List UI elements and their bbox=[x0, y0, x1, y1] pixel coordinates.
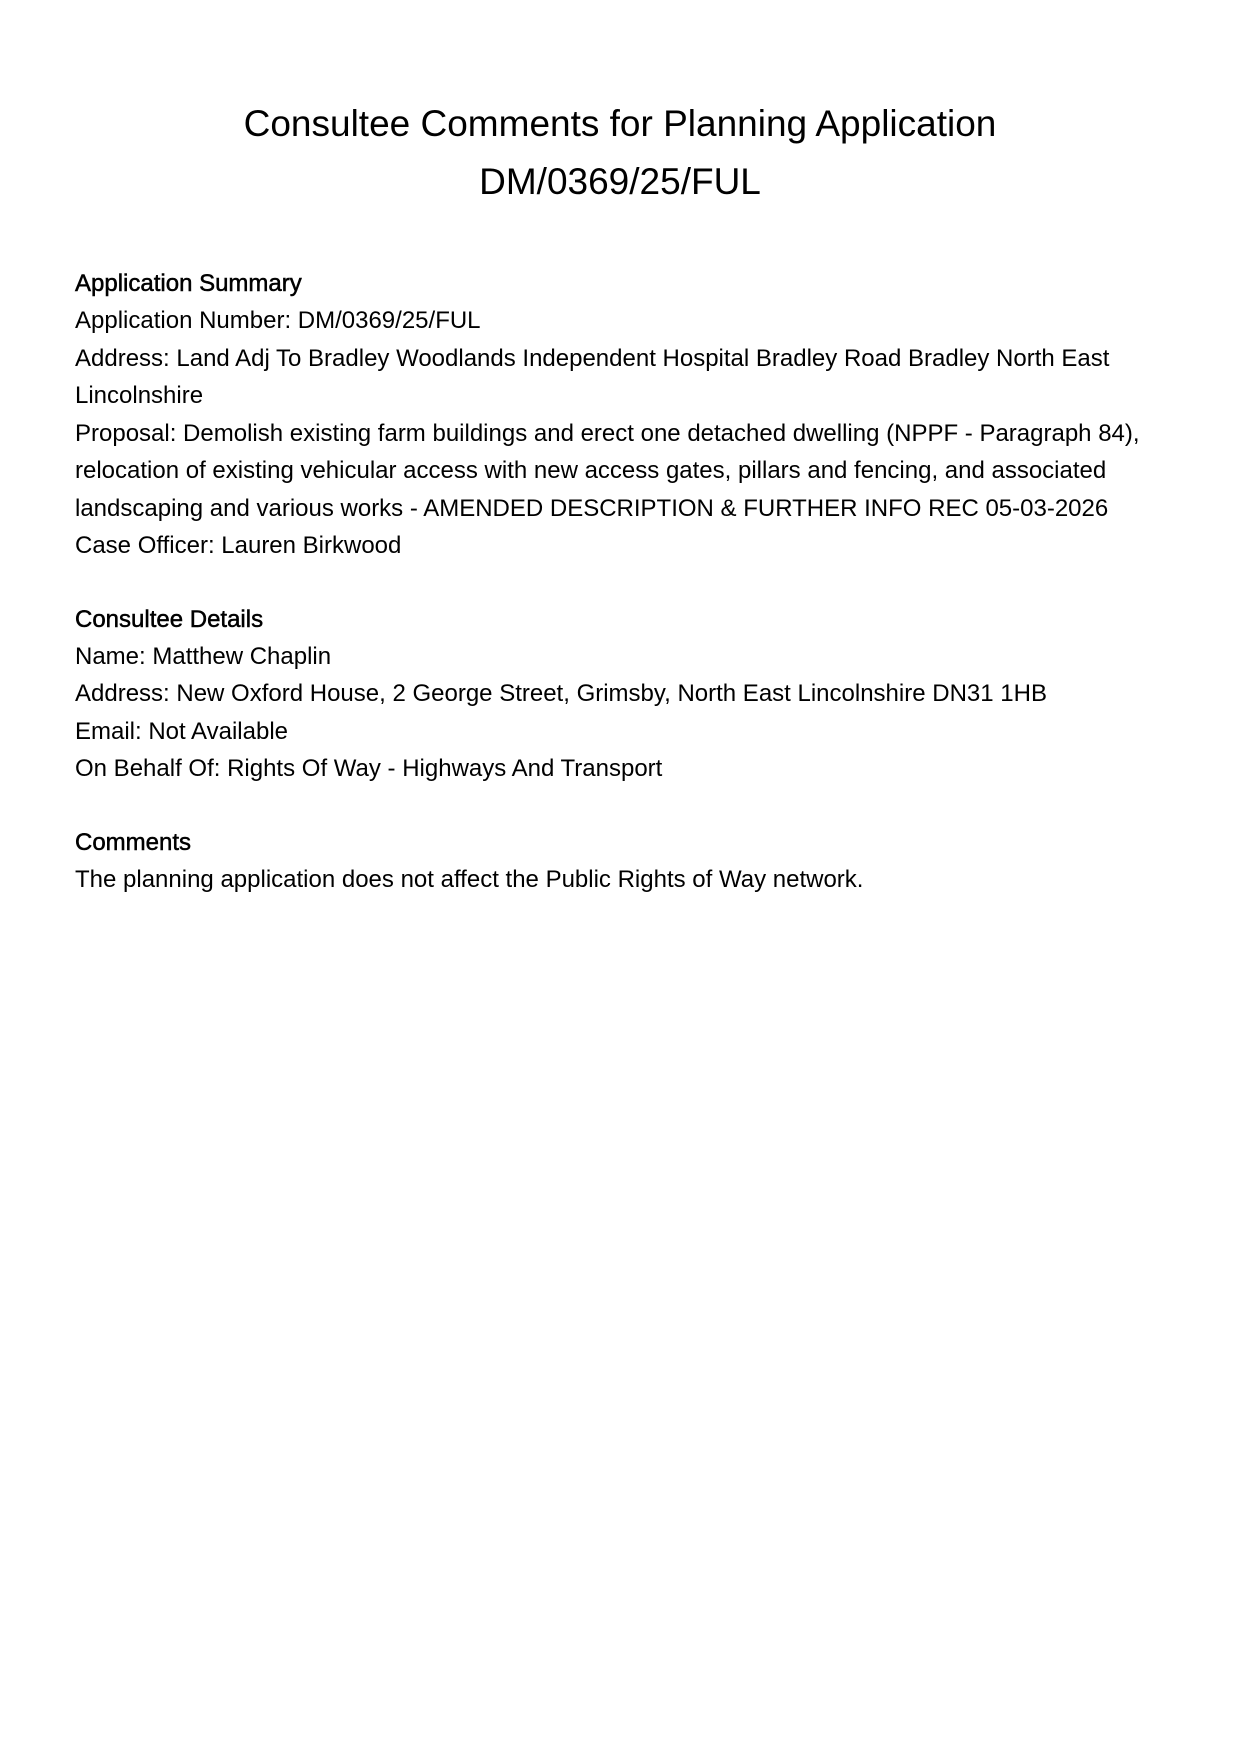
consultee-details-section bbox=[75, 601, 1165, 788]
consultee-address: Address: New Oxford House, 2 George Street, Grimsby, North East Lincolnshire DN31 1HB bbox=[75, 680, 1047, 707]
application-address: Address: Land Adj To Bradley Woodlands Independent Hospital Bradley Road Bradley North East Lincolnshire bbox=[75, 344, 1110, 409]
case-officer: Case Officer: Lauren Birkwood bbox=[75, 532, 402, 559]
comments-text: The planning application does not affect the Public Rights of Way network. bbox=[75, 865, 864, 893]
consultee-details-heading: Consultee Details bbox=[75, 605, 264, 633]
page-title-line-2: DM/0369/25/FUL bbox=[479, 161, 761, 202]
application-summary-section bbox=[75, 265, 1165, 565]
comments-section bbox=[75, 824, 1165, 899]
application-number: Application Number: DM/0369/25/FUL bbox=[75, 307, 481, 334]
page-title-line-1: Consultee Comments for Planning Application bbox=[243, 103, 997, 144]
page-title bbox=[75, 95, 1165, 211]
consultee-on-behalf-of: On Behalf Of: Rights Of Way - Highways And Transport bbox=[75, 755, 663, 782]
application-proposal: Proposal: Demolish existing farm buildings and erect one detached dwelling (NPPF - Paragraph 84), relocation of existing vehicular access with new access gates, pillars and fencing, and associated landscaping and various works - AMENDED DESCRIPTION & FURTHER INFO REC 05-03-2026 bbox=[75, 419, 1140, 522]
comments-heading: Comments bbox=[75, 828, 192, 856]
consultee-email: Email: Not Available bbox=[75, 717, 288, 745]
consultee-name: Name: Matthew Chaplin bbox=[75, 642, 332, 670]
application-summary-heading: Application Summary bbox=[75, 270, 302, 297]
